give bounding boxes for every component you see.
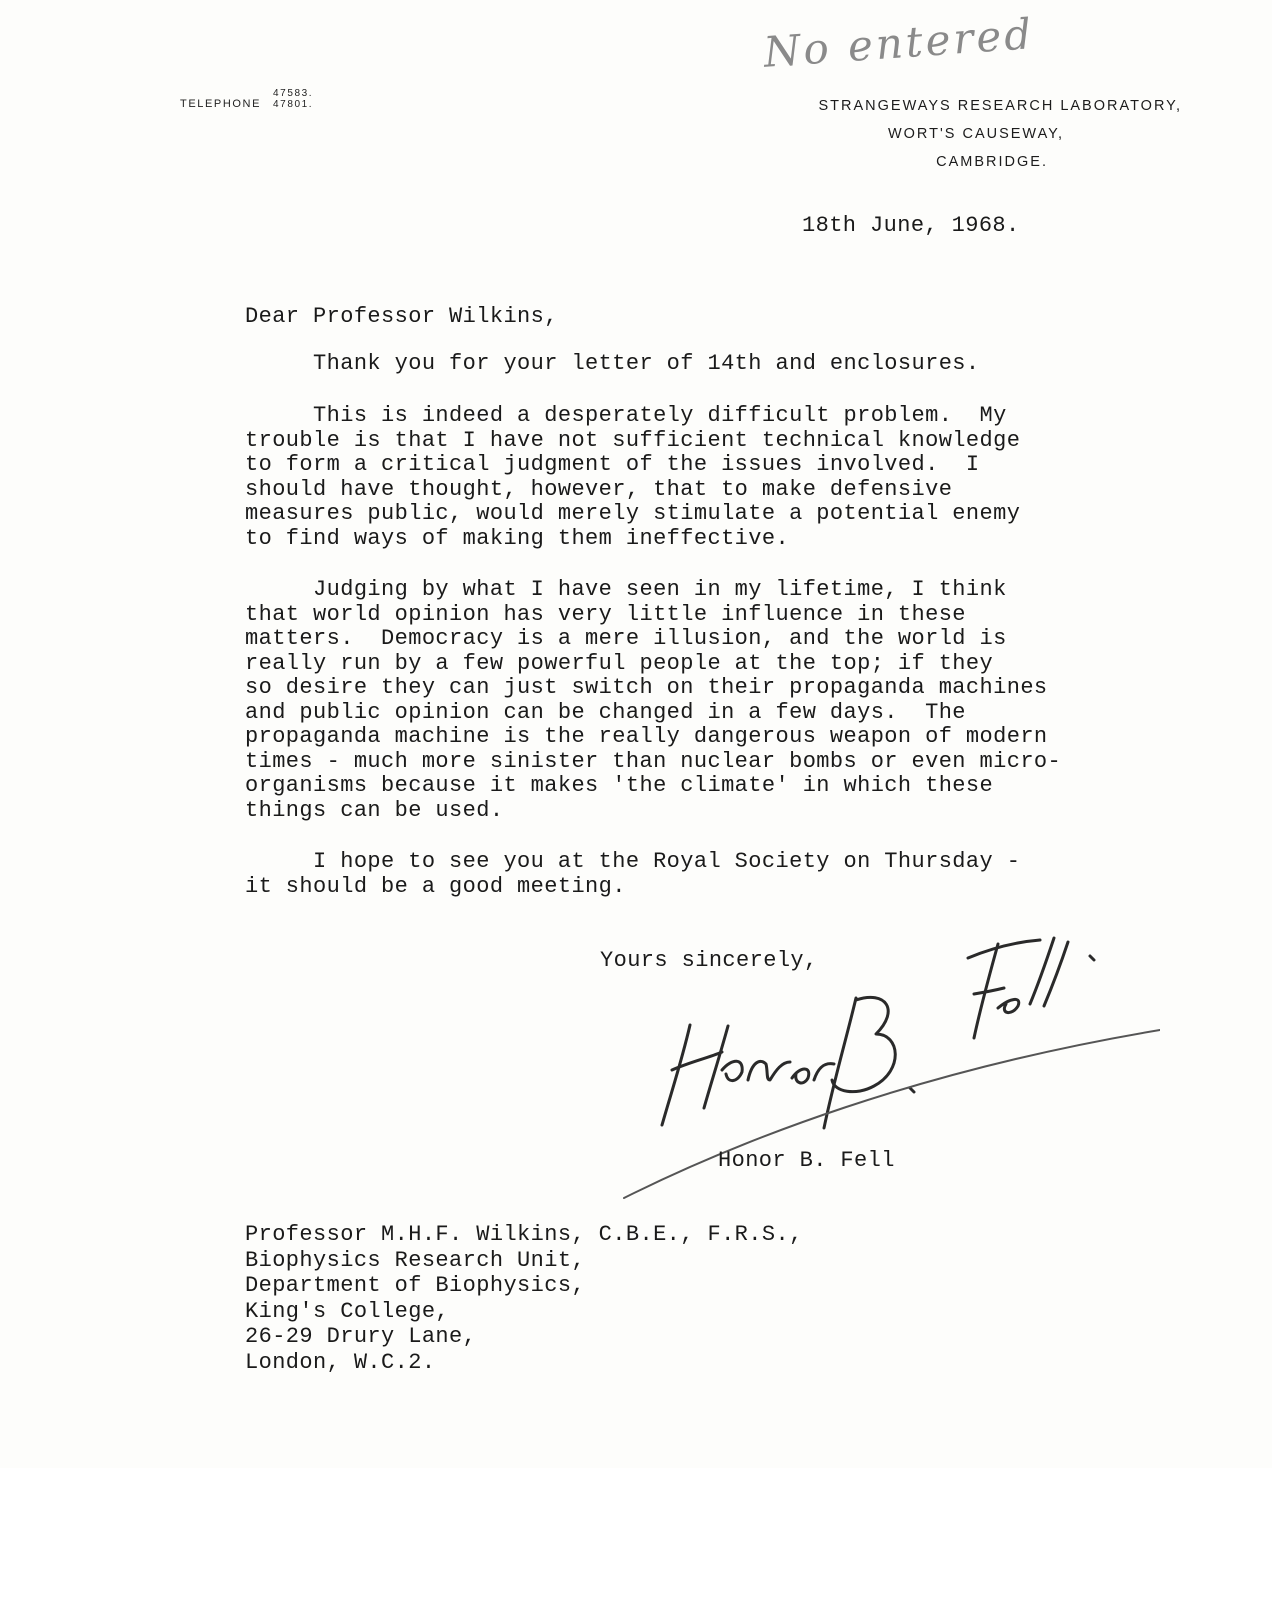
- letterhead-line-street: WORT'S CAUSEWAY,: [887, 126, 1064, 142]
- paragraph-line: I hope to see you at the Royal Society on Thursday -: [245, 849, 1021, 874]
- address-line: Professor M.H.F. Wilkins, C.B.E., F.R.S.,: [245, 1222, 803, 1247]
- telephone-label: TELEPHONE: [180, 98, 262, 110]
- recipient-address: [245, 1222, 803, 1375]
- paragraph-2: [245, 404, 1020, 551]
- address-line: Biophysics Research Unit,: [245, 1247, 586, 1273]
- address-line: King's College,: [245, 1298, 450, 1324]
- paragraph-line: trouble is that I have not sufficient technical knowledge: [245, 427, 1021, 453]
- paragraph-line: to find ways of making them ineffective.: [245, 525, 790, 551]
- paragraph-1: [245, 352, 980, 377]
- scan-edge: [0, 1468, 1272, 1600]
- paragraph-line: measures public, would merely stimulate a potential enemy: [245, 501, 1021, 526]
- paragraph-3: [245, 578, 1061, 823]
- svg-text:Honor B. Fell: Honor B. Fell: [770, 1120, 879, 1139]
- letterhead-line-laboratory: STRANGEWAYS RESEARCH LABORATORY,: [818, 98, 1182, 114]
- handwritten-note: No entered: [762, 9, 1036, 77]
- paragraph-line: so desire they can just switch on their propaganda machines: [245, 675, 1048, 700]
- salutation: Dear Professor Wilkins,: [245, 304, 558, 329]
- paragraph-line: organisms because it makes 'the climate' in which these: [245, 773, 994, 798]
- paragraph-line: matters. Democracy is a mere illusion, and the world is: [245, 626, 1007, 651]
- paragraph-line: and public opinion can be changed in a few days. The: [245, 699, 966, 725]
- paragraph-line: things can be used.: [245, 797, 504, 823]
- telephone-block: [180, 88, 350, 114]
- paragraph-line: times - much more sinister than nuclear bombs or even micro-: [245, 748, 1062, 774]
- address-line: London, W.C.2.: [245, 1349, 436, 1375]
- closing: Yours sincerely,: [600, 948, 818, 973]
- paragraph-line: This is indeed a desperately difficult problem. My: [245, 403, 1007, 428]
- address-line: 26-29 Drury Lane,: [245, 1324, 477, 1349]
- paragraph-line: Judging by what I have seen in my lifetime, I think: [245, 577, 1007, 602]
- paragraph-4: [245, 850, 1020, 899]
- paragraph-line: really run by a few powerful people at the top; if they: [245, 650, 994, 676]
- telephone-number-2: 47801.: [273, 99, 314, 110]
- paragraph-line: to form a critical judgment of the issues involved. I: [245, 452, 980, 477]
- paragraph-line: that world opinion has very little influence in these: [245, 601, 966, 627]
- telephone-number-1: 47583.: [273, 88, 314, 99]
- paragraph-line: should have thought, however, that to make defensive: [245, 476, 953, 502]
- paragraph-line: Thank you for your letter of 14th and enclosures.: [245, 351, 980, 376]
- letter-date: 18th June, 1968.: [802, 213, 1020, 238]
- letterhead-line-city: CAMBRIDGE.: [936, 154, 1048, 170]
- paragraph-line: propaganda machine is the really dangerous weapon of modern: [245, 724, 1048, 749]
- address-line: Department of Biophysics,: [245, 1273, 586, 1298]
- paragraph-line: it should be a good meeting.: [245, 873, 626, 899]
- signer-name: Honor B. Fell: [718, 1148, 895, 1173]
